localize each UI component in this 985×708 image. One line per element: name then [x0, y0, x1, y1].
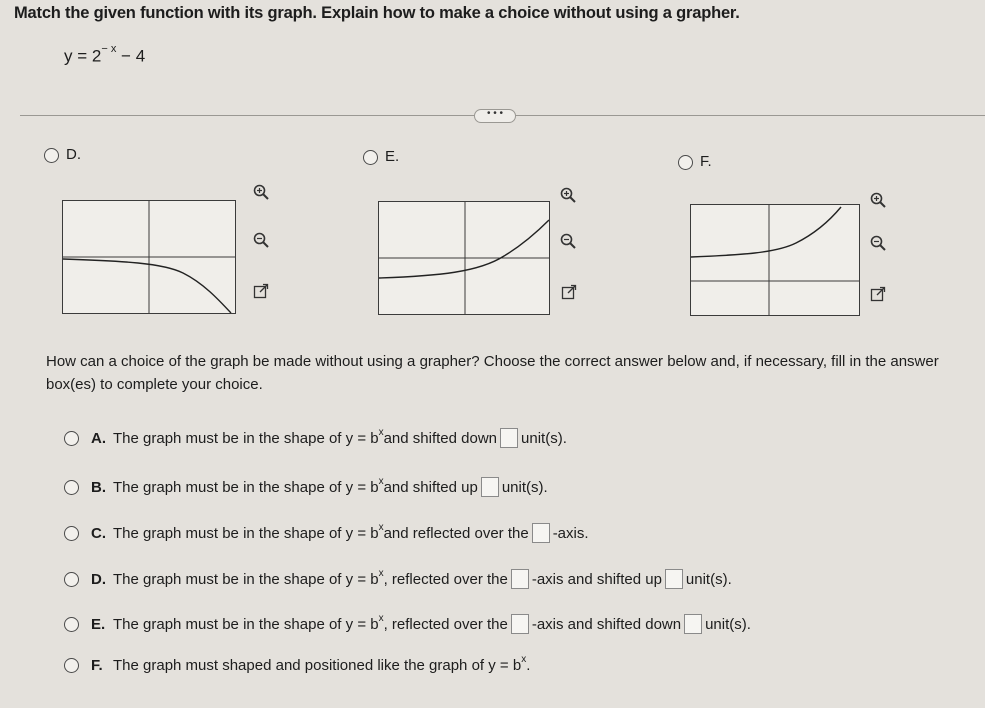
- answer-e-post: unit(s).: [705, 615, 751, 633]
- answer-e-axis-input[interactable]: [511, 614, 529, 634]
- graph-d-open-external-icon[interactable]: [250, 280, 272, 302]
- answer-e-units-input[interactable]: [684, 614, 702, 634]
- answer-b-text: The graph must be in the shape of y = b: [113, 478, 379, 496]
- graph-d-zoom-in-icon[interactable]: [250, 181, 272, 203]
- zoom-in-glyph: [252, 183, 270, 201]
- answer-a-post: unit(s).: [521, 429, 567, 447]
- answer-d-text: The graph must be in the shape of y = b: [113, 570, 379, 588]
- graph-e-zoom-in-icon[interactable]: [557, 184, 579, 206]
- graph-e-zoom-out-icon[interactable]: [557, 230, 579, 252]
- answer-d-post: unit(s).: [685, 570, 732, 588]
- answer-f-text: The graph must shaped and positioned like the graph of y = b: [113, 657, 522, 674]
- graph-option-d-label: D.: [66, 146, 81, 163]
- answer-a-letter: A.: [91, 429, 106, 447]
- graph-f-plot: [691, 205, 859, 315]
- function-base: y = 2: [64, 46, 102, 66]
- expand-more-button[interactable]: • • •: [474, 109, 516, 123]
- answer-option-d[interactable]: [64, 569, 732, 589]
- graph-e-plot: [379, 202, 549, 314]
- graph-e-open-external-icon[interactable]: [558, 281, 580, 303]
- graph-f-zoom-in-icon[interactable]: [867, 189, 889, 211]
- graph-f-open-external-icon[interactable]: [867, 283, 889, 305]
- answer-a-units-input[interactable]: [500, 428, 518, 448]
- function-expression: [64, 43, 146, 67]
- answer-e-letter: E.: [91, 615, 106, 633]
- answer-d-axis-input[interactable]: [511, 569, 529, 589]
- answer-a-radio[interactable]: [64, 431, 79, 446]
- graph-d-zoom-out-icon[interactable]: [250, 229, 272, 251]
- open-external-glyph: [561, 284, 577, 300]
- answer-option-a[interactable]: [64, 428, 567, 448]
- answer-b-exponent: x: [378, 475, 384, 487]
- answer-c-letter: C.: [91, 524, 106, 542]
- answer-c-text: The graph must be in the shape of y = b: [113, 524, 379, 542]
- answer-e-mid: , reflected over the: [383, 615, 508, 633]
- answer-f-exponent: x: [521, 654, 527, 665]
- graph-d-plot: [63, 201, 235, 313]
- answer-b-units-input[interactable]: [481, 477, 499, 497]
- answer-d-radio[interactable]: [64, 572, 79, 587]
- answer-c-axis-input[interactable]: [532, 523, 550, 543]
- answer-a-text: The graph must be in the shape of y = b: [113, 429, 379, 447]
- graph-d: [62, 200, 236, 314]
- graph-option-e-radio[interactable]: [363, 150, 378, 165]
- zoom-in-glyph: [559, 186, 577, 204]
- answer-f-post: .: [526, 657, 531, 674]
- graph-f: [690, 204, 860, 316]
- zoom-in-glyph: [869, 191, 887, 209]
- answer-e-radio[interactable]: [64, 617, 79, 632]
- answer-f-radio[interactable]: [64, 658, 79, 673]
- zoom-out-glyph: [252, 231, 270, 249]
- answer-d-units-input[interactable]: [665, 569, 683, 589]
- answer-d-mid: , reflected over the: [383, 570, 508, 588]
- function-exponent: − x: [101, 43, 117, 55]
- function-tail: − 4: [116, 46, 146, 66]
- answer-a-mid: and shifted down: [383, 429, 498, 447]
- answer-d-exponent: x: [378, 567, 384, 579]
- answer-c-exponent: x: [378, 521, 384, 533]
- zoom-out-glyph: [869, 234, 887, 252]
- answer-b-letter: B.: [91, 478, 106, 496]
- answer-b-mid: and shifted up: [383, 478, 478, 496]
- zoom-out-glyph: [559, 232, 577, 250]
- open-external-glyph: [870, 286, 886, 302]
- answer-e-mid2: -axis and shifted down: [531, 615, 682, 633]
- answer-option-f[interactable]: [64, 654, 531, 674]
- answer-c-post: -axis.: [552, 524, 589, 542]
- graph-option-f-radio[interactable]: [678, 155, 693, 170]
- answer-c-radio[interactable]: [64, 526, 79, 541]
- answer-c-mid: and reflected over the: [383, 524, 529, 542]
- question-text: Match the given function with its graph. Explain how to make a choice without using a grapher.: [14, 4, 740, 22]
- graph-option-e-label: E.: [385, 148, 400, 165]
- graph-f-zoom-out-icon[interactable]: [867, 232, 889, 254]
- graph-option-f-label: F.: [700, 153, 712, 170]
- answer-option-c[interactable]: [64, 523, 589, 543]
- answer-e-exponent: x: [378, 612, 384, 624]
- answer-option-b[interactable]: [64, 477, 548, 497]
- answer-b-post: unit(s).: [501, 478, 548, 496]
- answer-b-radio[interactable]: [64, 480, 79, 495]
- answer-prompt: How can a choice of the graph be made without using a grapher? Choose the correct answer below and, if necessary, fill in the answer box(es) to complete your choice.: [46, 353, 939, 393]
- answer-option-e[interactable]: [64, 614, 751, 634]
- answer-d-letter: D.: [91, 570, 106, 588]
- graph-e: [378, 201, 550, 315]
- answer-a-exponent: x: [378, 426, 384, 438]
- graph-option-d-radio[interactable]: [44, 148, 59, 163]
- open-external-glyph: [253, 283, 269, 299]
- answer-d-mid2: -axis and shifted up: [531, 570, 662, 588]
- answer-e-text: The graph must be in the shape of y = b: [113, 615, 379, 633]
- answer-f-letter: F.: [91, 657, 103, 674]
